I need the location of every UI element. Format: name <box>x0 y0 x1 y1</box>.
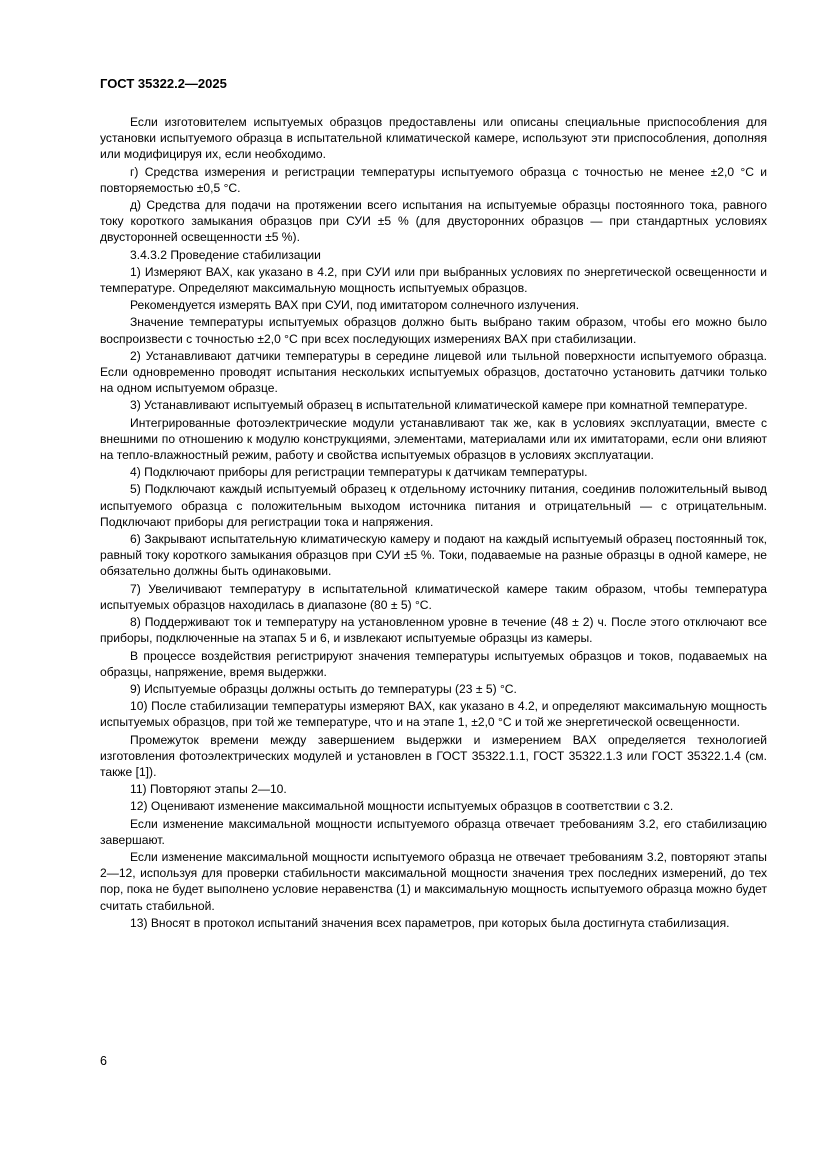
document-body <box>100 114 767 932</box>
paragraph: Интегрированные фотоэлектрические модули устанавливают так же, как в условиях эксплуатации, вместе с внешними по отношению к модулю конструкциями, элементами, материалами или их имитаторами, если они влияют на тепло-влажностный режим, работу и свойства испытуемых образцов в условиях эксплуатации. <box>100 415 767 463</box>
paragraph: 12) Оценивают изменение максимальной мощности испытуемых образцов в соответствии с 3.2. <box>130 799 674 814</box>
paragraph: 2) Устанавливают датчики температуры в середине лицевой или тыльной поверхности испытуемого образца. Если одновременно проводят испытания нескольких испытуемых образцов, достаточно установить датчики только на одном испытуемом образце. <box>100 348 767 396</box>
paragraph: 6) Закрывают испытательную климатическую камеру и подают на каждый испытуемый образец постоянный ток, равный току короткого замыкания образцов при СУИ ±5 %. Токи, подаваемые на разные образцы в одной камере, не обязательно должны быть одинаковыми. <box>100 532 767 579</box>
section-heading: 3.4.3.2 Проведение стабилизации <box>130 247 321 262</box>
paragraph: 9) Испытуемые образцы должны остыть до температуры (23 ± 5) °С. <box>130 681 517 696</box>
paragraph: 3) Устанавливают испытуемый образец в испытательной климатической камере при комнатной температуре. <box>130 398 748 413</box>
paragraph: 13) Вносят в протокол испытаний значения всех параметров, при которых была достигнута стабилизация. <box>130 915 730 930</box>
paragraph: 1) Измеряют ВАХ, как указано в 4.2, при СУИ или при выбранных условиях по энергетической освещенности и температуре. Определяют максимальную мощность испытуемых образцов. <box>100 264 767 296</box>
paragraph: г) Средства измерения и регистрации температуры испытуемого образца с точностью не менее ±2,0 °С и повторяемостью ±0,5 °С. <box>100 164 767 195</box>
paragraph: 7) Увеличивают температуру в испытательной климатической камере таким образом, чтобы температура испытуемых образцов находилась в диапазоне (80 ± 5) °С. <box>100 581 767 612</box>
document-header: ГОСТ 35322.2—2025 <box>100 76 227 91</box>
paragraph: 8) Поддерживают ток и температуру на установленном уровне в течение (48 ± 2) ч. После этого отключают все приборы, подключенные на этапах 5 и 6, и извлекают испытуемые образцы из камеры. <box>100 615 767 646</box>
paragraph: 10) После стабилизации температуры измеряют ВАХ, как указано в 4.2, и определяют максимальную мощность испытуемых образцов, при той же температуре, что и на этапе 1, ±2,0 °С и той же энергетической освещенности. <box>100 699 767 730</box>
paragraph: 4) Подключают приборы для регистрации температуры к датчикам температуры. <box>130 465 588 480</box>
paragraph: Рекомендуется измерять ВАХ при СУИ, под имитатором солнечного излучения. <box>130 298 580 313</box>
paragraph: 11) Повторяют этапы 2—10. <box>130 782 287 797</box>
paragraph: д) Средства для подачи на протяжении всего испытания на испытуемые образцы постоянного тока, равного току короткого замыкания образцов при СУИ ±5 % (для двусторонних образцов — при стандартных условиях двусторонней освещенности ±5 %). <box>100 198 767 245</box>
page-number: 6 <box>100 1054 107 1068</box>
paragraph: Если изменение максимальной мощности испытуемого образца отвечает требованиям 3.2, его стабилизацию завершают. <box>100 816 767 847</box>
paragraph: Промежуток времени между завершением выдержки и измерением ВАХ определяется технологией изготовления фотоэлектрических модулей и установлен в ГОСТ 35322.1.1, ГОСТ 35322.1.3 или ГОСТ 35322.1.4 (см. также [1]). <box>100 732 767 779</box>
paragraph: В процессе воздействия регистрируют значения температуры испытуемых образцов и токов, подаваемых на образцы, напряжение, время выдержки. <box>100 648 767 679</box>
paragraph: Если изготовителем испытуемых образцов предоставлены или описаны специальные приспособления для установки испытуемого образца в испытательной климатической камере, используют эти приспособления, дополняя или модифицируя их, если необходимо. <box>100 115 767 162</box>
paragraph: Значение температуры испытуемых образцов должно быть выбрано таким образом, чтобы его можно было воспроизвести с точностью ±2,0 °С при всех последующих измерениях ВАХ при стабилизации. <box>100 315 767 346</box>
paragraph: Если изменение максимальной мощности испытуемого образца не отвечает требованиям 3.2, повторяют этапы 2—12, используя для проверки стабильности максимальной мощности значения трех последних измерений, до тех пор, пока не будет выполнено условие неравенства (1) и максимальную мощность испытуемого образца можно будет считать стабильной. <box>100 849 767 913</box>
paragraph: 5) Подключают каждый испытуемый образец к отдельному источнику питания, соединив положительный вывод испытуемого образца с положительным выходом источника питания и отрицательный — с отрицательным. Подключают приборы для регистрации тока и напряжения. <box>100 482 767 529</box>
